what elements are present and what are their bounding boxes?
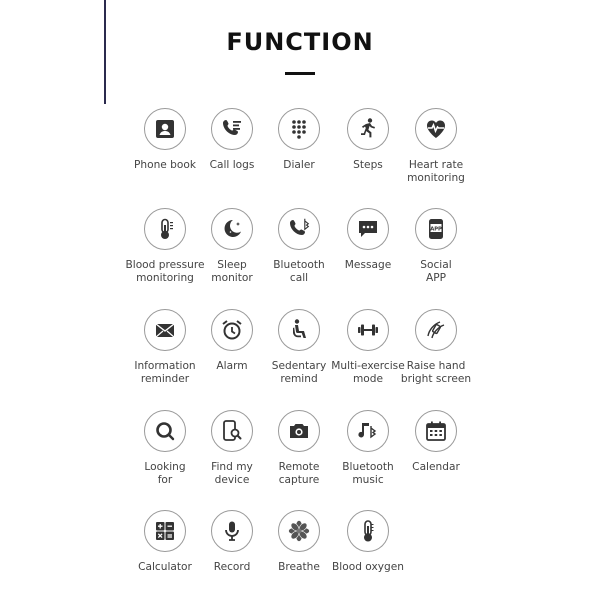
seated-person-icon [278, 309, 320, 351]
feature-label-line: Alarm [216, 360, 248, 372]
feature-label-line: Calculator [138, 561, 192, 573]
contact-book-icon [144, 108, 186, 150]
feature-label [395, 461, 477, 474]
feature-label [327, 561, 409, 574]
moon-stars-icon [211, 208, 253, 250]
phone-list-icon [211, 108, 253, 150]
feature-label-line: APP [425, 271, 447, 284]
feature-item [395, 108, 477, 184]
feature-label-line: Call logs [209, 159, 255, 171]
feature-label-line: music [352, 473, 384, 486]
feature-label-line: bright screen [400, 372, 472, 385]
envelope-icon [144, 309, 186, 351]
feature-label-line: device [214, 473, 250, 486]
thermometer-gauge-icon [144, 208, 186, 250]
feature-label-line: Remote [278, 461, 320, 473]
feature-label-line: reminder [140, 372, 190, 385]
feature-label [395, 259, 477, 284]
feature-label-line: Dialer [283, 159, 315, 171]
flower-icon [278, 510, 320, 552]
thermometer-icon [347, 510, 389, 552]
app-phone-icon [415, 208, 457, 250]
feature-label-line: Record [213, 561, 251, 573]
running-person-icon [347, 108, 389, 150]
feature-label-line: Raise hand [406, 360, 466, 372]
feature-label-line: Breathe [278, 561, 320, 573]
phone-search-icon [211, 410, 253, 452]
feature-label-line: Looking [144, 461, 186, 473]
feature-label-line: Sleep [217, 259, 247, 271]
feature-label-line: Blood oxygen [332, 561, 404, 573]
search-ring-icon [144, 410, 186, 452]
feature-item [395, 208, 477, 284]
feature-label-line: Multi-exercise [331, 360, 405, 372]
feature-label-line: monitor [211, 271, 253, 284]
heart-pulse-icon [415, 108, 457, 150]
feature-item [327, 510, 409, 574]
feature-label-line: Bluetooth [342, 461, 394, 473]
bluetooth-phone-icon [278, 208, 320, 250]
feature-label-line: mode [352, 372, 384, 385]
calendar-icon [415, 410, 457, 452]
calculator-icon [144, 510, 186, 552]
alarm-clock-icon [211, 309, 253, 351]
feature-label-line: Message [344, 259, 392, 271]
feature-label-line: Information [134, 360, 196, 372]
wrist-band-icon [415, 309, 457, 351]
feature-label-line: Bluetooth [273, 259, 325, 271]
feature-label-line: Calendar [412, 461, 460, 473]
feature-label-line: Sedentary [271, 360, 327, 372]
microphone-icon [211, 510, 253, 552]
feature-label-line: monitoring [407, 171, 465, 184]
feature-label-line: Social [420, 259, 452, 271]
dialpad-icon [278, 108, 320, 150]
feature-label-line: Find my [211, 461, 253, 473]
feature-label-line: Steps [353, 159, 383, 171]
page-title: FUNCTION [226, 28, 374, 56]
feature-label-line: call [289, 271, 309, 284]
message-bubble-icon [347, 208, 389, 250]
feature-item [395, 309, 477, 385]
feature-item [395, 410, 477, 474]
svg-text:APP: APP [430, 226, 442, 233]
music-bluetooth-icon [347, 410, 389, 452]
feature-label-line: remind [280, 372, 318, 385]
feature-label [395, 360, 477, 385]
camera-icon [278, 410, 320, 452]
feature-label-line: monitoring [136, 271, 194, 284]
feature-label-line: Blood pressure [125, 259, 205, 271]
feature-label [395, 159, 477, 184]
dumbbell-icon [347, 309, 389, 351]
feature-label-line: Heart rate [408, 159, 464, 171]
feature-label-line: capture [278, 473, 320, 486]
feature-label-line: for [157, 473, 173, 486]
feature-label-line: Phone book [133, 159, 196, 171]
